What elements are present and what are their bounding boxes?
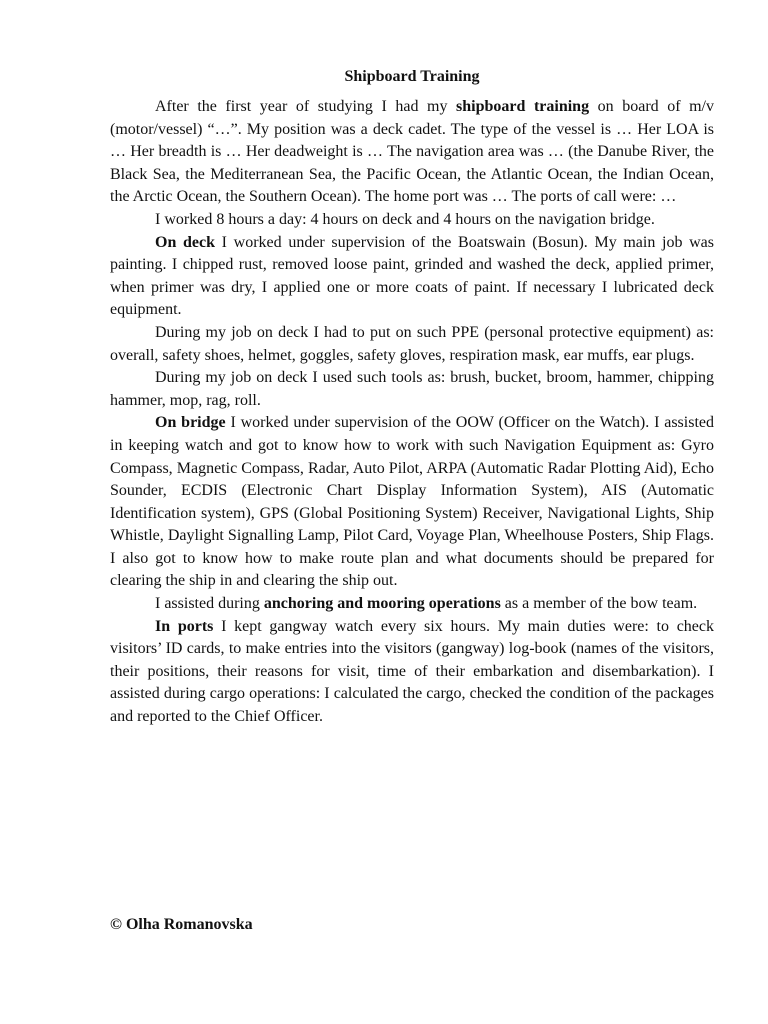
- body-paragraph: [110, 367, 714, 412]
- text-run: on board of m/v (motor/vessel) “…”. My position was a deck cadet. The type of the vessel is … Her LOA is … Her breadth is … Her deadweight is … The navigation area was … (the Danube River, the Black Sea, the Mediterranean Sea, the Pacific Ocean, the Atlantic Ocean, the Indian Ocean, the Arctic Ocean, the Southern Ocean). The home port was … The ports of call were: …: [110, 98, 715, 206]
- text-run: I worked under supervision of the Boatswain (Bosun). My main job was painting. I chipped rust, removed loose paint, grinded and washed the deck, applied primer, when primer was dry, I applied one or more coats of paint. If necessary I lubricated deck equipment.: [110, 233, 715, 319]
- bold-phrase: On bridge: [155, 414, 226, 432]
- text-run: as a member of the bow team.: [500, 595, 698, 613]
- body-paragraph: [110, 616, 714, 729]
- bold-phrase: In ports: [155, 617, 214, 635]
- body-paragraph: [110, 412, 714, 593]
- body-paragraph: [110, 209, 714, 232]
- document-title: Shipboard Training: [344, 68, 480, 85]
- body-paragraph: [110, 593, 714, 616]
- text-run: After the first year of studying I had my: [155, 98, 457, 115]
- bold-phrase: On deck: [155, 233, 216, 251]
- text-run: During my job on deck I had to put on such PPE (personal protective equipment) as: overall, safety shoes, helmet, goggles, safety gloves, respiration mask, ear muffs, ear plugs.: [110, 323, 714, 364]
- document-body: [110, 96, 714, 729]
- document-page: [110, 66, 714, 729]
- text-run: I assisted during: [155, 595, 264, 613]
- bold-phrase: shipboard training: [456, 98, 590, 115]
- bold-phrase: anchoring and mooring operations: [263, 595, 501, 613]
- text-run: I worked 8 hours a day: 4 hours on deck and 4 hours on the navigation bridge.: [155, 210, 655, 228]
- text-run: I kept gangway watch every six hours. My main duties were: to check visitors’ ID cards, to make entries into the visitors (gangway) log-book (names of the visitors, their positions, their reasons for visit, time of their embarkation and disembarkation). I assisted during cargo operations: I calculated the cargo, checked the condition of the packages and reported to the Chief Officer.: [110, 617, 715, 726]
- body-paragraph: [110, 322, 714, 367]
- body-paragraph: [110, 96, 714, 209]
- copyright-notice: © Olha Romanovska: [110, 916, 253, 933]
- text-run: During my job on deck I used such tools as: brush, bucket, broom, hammer, chipping hammer, mop, rag, roll.: [110, 369, 714, 409]
- body-paragraph: [110, 232, 714, 322]
- text-run: I worked under supervision of the OOW (Officer on the Watch). I assisted in keeping watch and got to know how to work with such Navigation Equipment as: Gyro Compass, Magnetic Compass, Radar, Auto Pilot, ARPA (Automatic Radar Plotting Aid), Echo Sounder, ECDIS (Electronic Chart Display Information System), AIS (Automatic Identification system), GPS (Global Positioning System) Receiver, Navigational Lights, Ship Whistle, Daylight Signalling Lamp, Pilot Card, Voyage Plan, Wheelhouse Posters, Ship Flags. I also got to know how to make route plan and what documents should be prepared for clearing the ship in and clearing the ship out.: [110, 414, 714, 590]
